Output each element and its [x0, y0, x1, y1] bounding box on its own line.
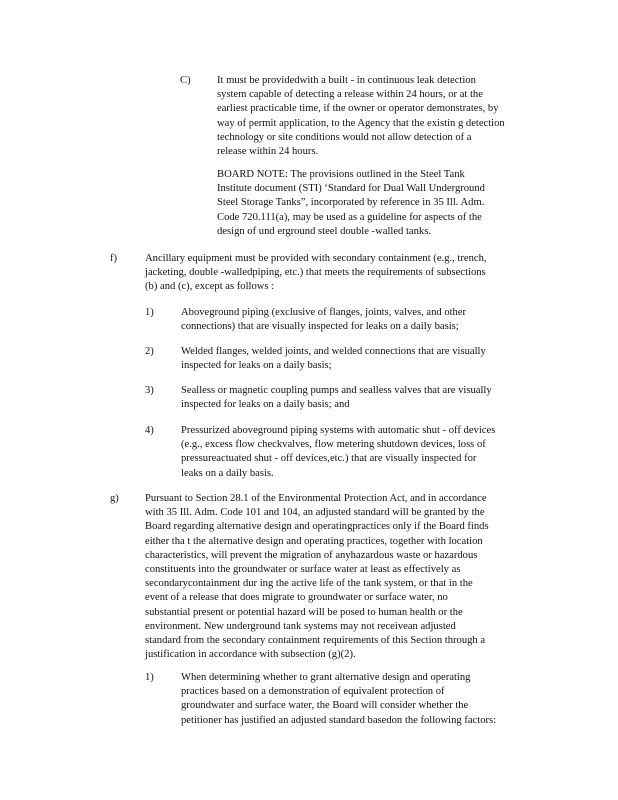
item-f4-label: 4)	[145, 425, 154, 436]
subsection-c-label: C)	[180, 75, 191, 86]
item-f2-label: 2)	[145, 346, 154, 357]
item-f3-text: Sealless or magnetic coupling pumps and sealless valves that are visually inspected for leaks on a daily basis; and	[181, 385, 492, 411]
subsection-g-label: g)	[110, 493, 119, 504]
subsection-f-text: Ancillary equipment must be provided with secondary containment (e.g., trench, jacketing, double -walledpiping, etc.) that meets the requirements of subsections (b) and (c), except as follows :	[145, 253, 487, 293]
board-note: BOARD NOTE: The provisions outlined in the Steel Tank Institute document (STI) ‘Standard for Dual Wall Underground Steel Storage Tanks”, incorporated by reference in 35 Ill. Adm. Code 720.111(a), may be used as a guideline for aspects of the design of und erground steel double -walled tanks.	[217, 169, 485, 237]
item-g1-label: 1)	[145, 672, 154, 683]
item-g1-text: When determining whether to grant alternative design and operating practices based on a demonstration of equivalent protection of groundwater and surface water, the Board will consider whether the petitioner has justified an adjusted standard basedon the following factors:	[181, 672, 497, 726]
subsection-c-text: It must be providedwith a built - in continuous leak detection system capable of detecting a release within 24 hours, or at the earliest practicable time, if the owner or operator demonstrates, by way of permit application, to the Agency that the existin g detection technology or site conditions would not allow detection of a release within 24 hours.	[217, 75, 505, 158]
item-f3-label: 3)	[145, 385, 154, 396]
subsection-f-label: f)	[110, 253, 118, 264]
item-f2-text: Welded flanges, welded joints, and welded connections that are visually inspected for leaks on a daily basis;	[181, 346, 486, 372]
item-f4-text: Pressurized aboveground piping systems with automatic shut - off devices (e.g., excess flow checkvalves, flow metering shutdown devices, loss of pressureactuated shut - off devices,etc.) that are visually inspected for leaks on a daily basis.	[181, 425, 496, 479]
subsection-g-text: Pursuant to Section 28.1 of the Environmental Protection Act, and in accordance with 35 Ill. Adm. Code 101 and 104, an adjusted standard will be granted by the Board regarding alternative design and operatingpractices only if the Board finds either tha t the alternative design and operating practices, together with location characteristics, will prevent the migration of anyhazardous waste or hazardous constituents into the groundwater or surface water at least as effectively as secondarycontainment dur ing the active life of the tank system, or that in the event of a release that does migrate to groundwater or surface water, no substantial present or potential hazard will be posed to human health or the environment. New underground tank systems may not receivean adjusted standard from the secondary containment requirements of this Section through a justification in accordance with subsection (g)(2).	[145, 493, 489, 661]
item-f1-label: 1)	[145, 307, 154, 318]
item-f1-text: Aboveground piping (exclusive of flanges, joints, valves, and other connections) that are visually inspected for leaks on a daily basis;	[181, 307, 467, 333]
